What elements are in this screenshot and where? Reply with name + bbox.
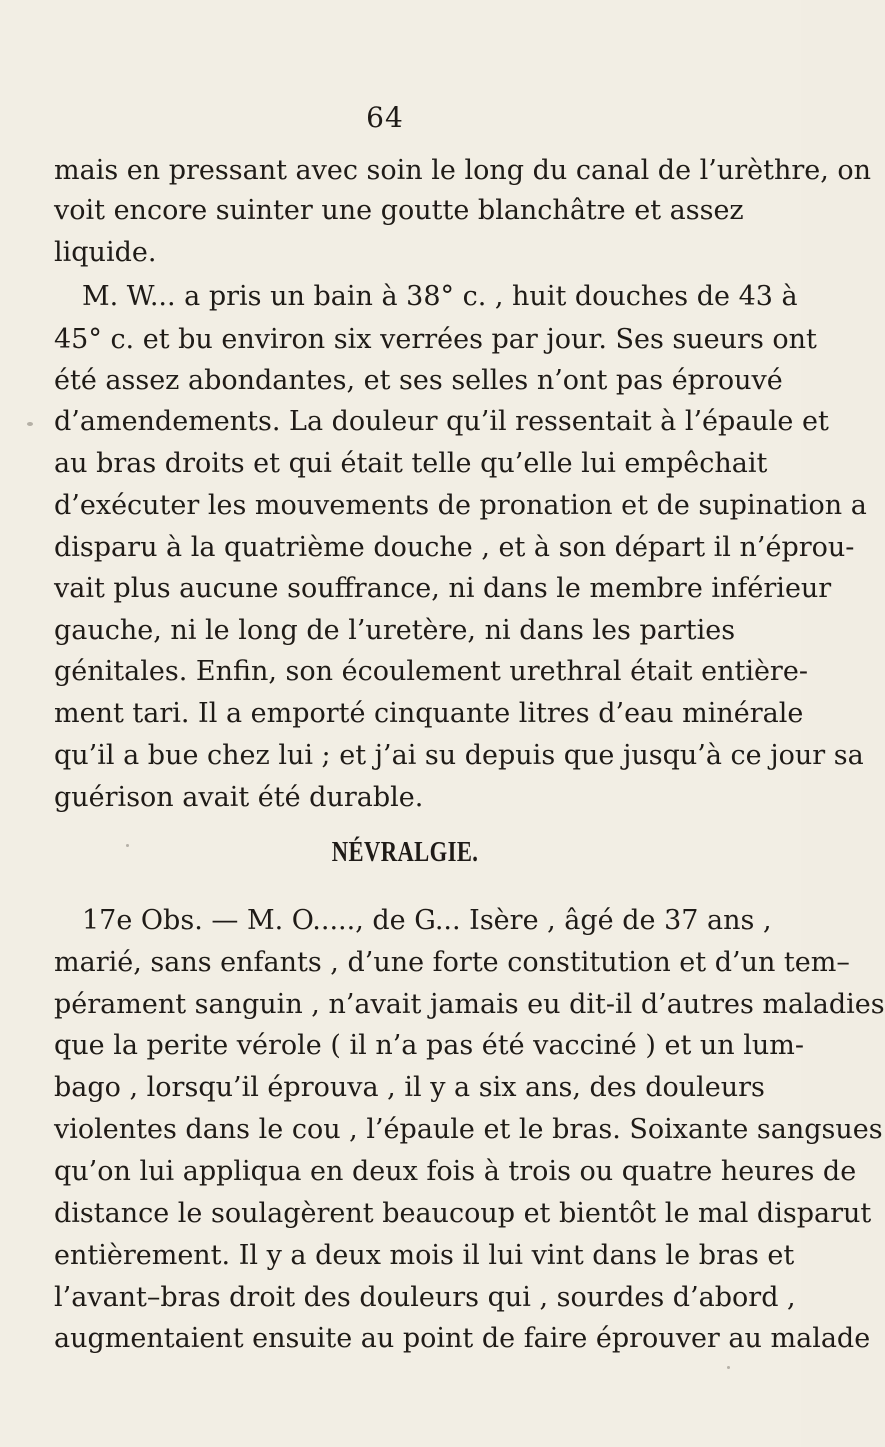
text-line: que la perite vérole ( il n’a pas été vacciné ) et un lum- xyxy=(54,1030,805,1061)
text-line: d’exécuter les mouvements de pronation et de supination a xyxy=(54,490,867,521)
text-line: disparu à la quatrième douche , et à son départ il n’éprou- xyxy=(54,532,855,563)
text-line: bago , lorsqu’il éprouva , il y a six ans, des douleurs xyxy=(54,1072,765,1103)
text-line: été assez abondantes, et ses selles n’ont pas éprouvé xyxy=(54,365,783,396)
text-line: entièrement. Il y a deux mois il lui vint dans le bras et xyxy=(54,1240,795,1271)
text-line: pérament sanguin , n’avait jamais eu dit-il d’autres maladies xyxy=(54,989,885,1020)
text-line: marié, sans enfants , d’une forte constitution et d’un tem– xyxy=(54,947,850,978)
text-line: mais en pressant avec soin le long du canal de l’urèthre, on xyxy=(54,155,872,186)
text-line: qu’on lui appliqua en deux fois à trois ou quatre heures de xyxy=(54,1156,857,1187)
paper-speck xyxy=(126,844,129,847)
text-line: violentes dans le cou , l’épaule et le bras. Soixante sangsues xyxy=(54,1114,883,1145)
text-line: guérison avait été durable. xyxy=(54,782,424,813)
text-line: l’avant–bras droit des douleurs qui , sourdes d’abord , xyxy=(54,1282,796,1313)
text-line: augmentaient ensuite au point de faire éprouver au malade xyxy=(54,1323,871,1354)
text-line: voit encore suinter une goutte blanchâtre et assez xyxy=(54,195,744,226)
text-line: 45° c. et bu environ six verrées par jour. Ses sueurs ont xyxy=(54,324,817,355)
text-line: au bras droits et qui était telle qu’elle lui empêchait xyxy=(54,448,768,479)
text-line: M. W... a pris un bain à 38° c. , huit douches de 43 à xyxy=(82,281,798,312)
text-line: 17e Obs. — M. O....., de G... Isère , âgé de 37 ans , xyxy=(82,905,772,936)
paper-speck xyxy=(27,422,33,426)
text-line: d’amendements. La douleur qu’il ressentait à l’épaule et xyxy=(54,406,829,437)
text-line: génitales. Enfin, son écoulement urethral était entière- xyxy=(54,656,808,687)
page-number: 64 xyxy=(366,101,404,134)
text-line: qu’il a bue chez lui ; et j’ai su depuis que jusqu’à ce jour sa xyxy=(54,740,864,771)
section-heading: NÉVRALGIE. xyxy=(331,836,479,868)
paper-speck xyxy=(727,1366,730,1369)
text-line: distance le soulagèrent beaucoup et bientôt le mal disparut xyxy=(54,1198,872,1229)
text-line: vait plus aucune souffrance, ni dans le membre inférieur xyxy=(54,573,832,604)
text-line: ment tari. Il a emporté cinquante litres d’eau minérale xyxy=(54,698,804,729)
text-line: gauche, ni le long de l’uretère, ni dans les parties xyxy=(54,615,736,646)
text-line: liquide. xyxy=(54,237,157,268)
